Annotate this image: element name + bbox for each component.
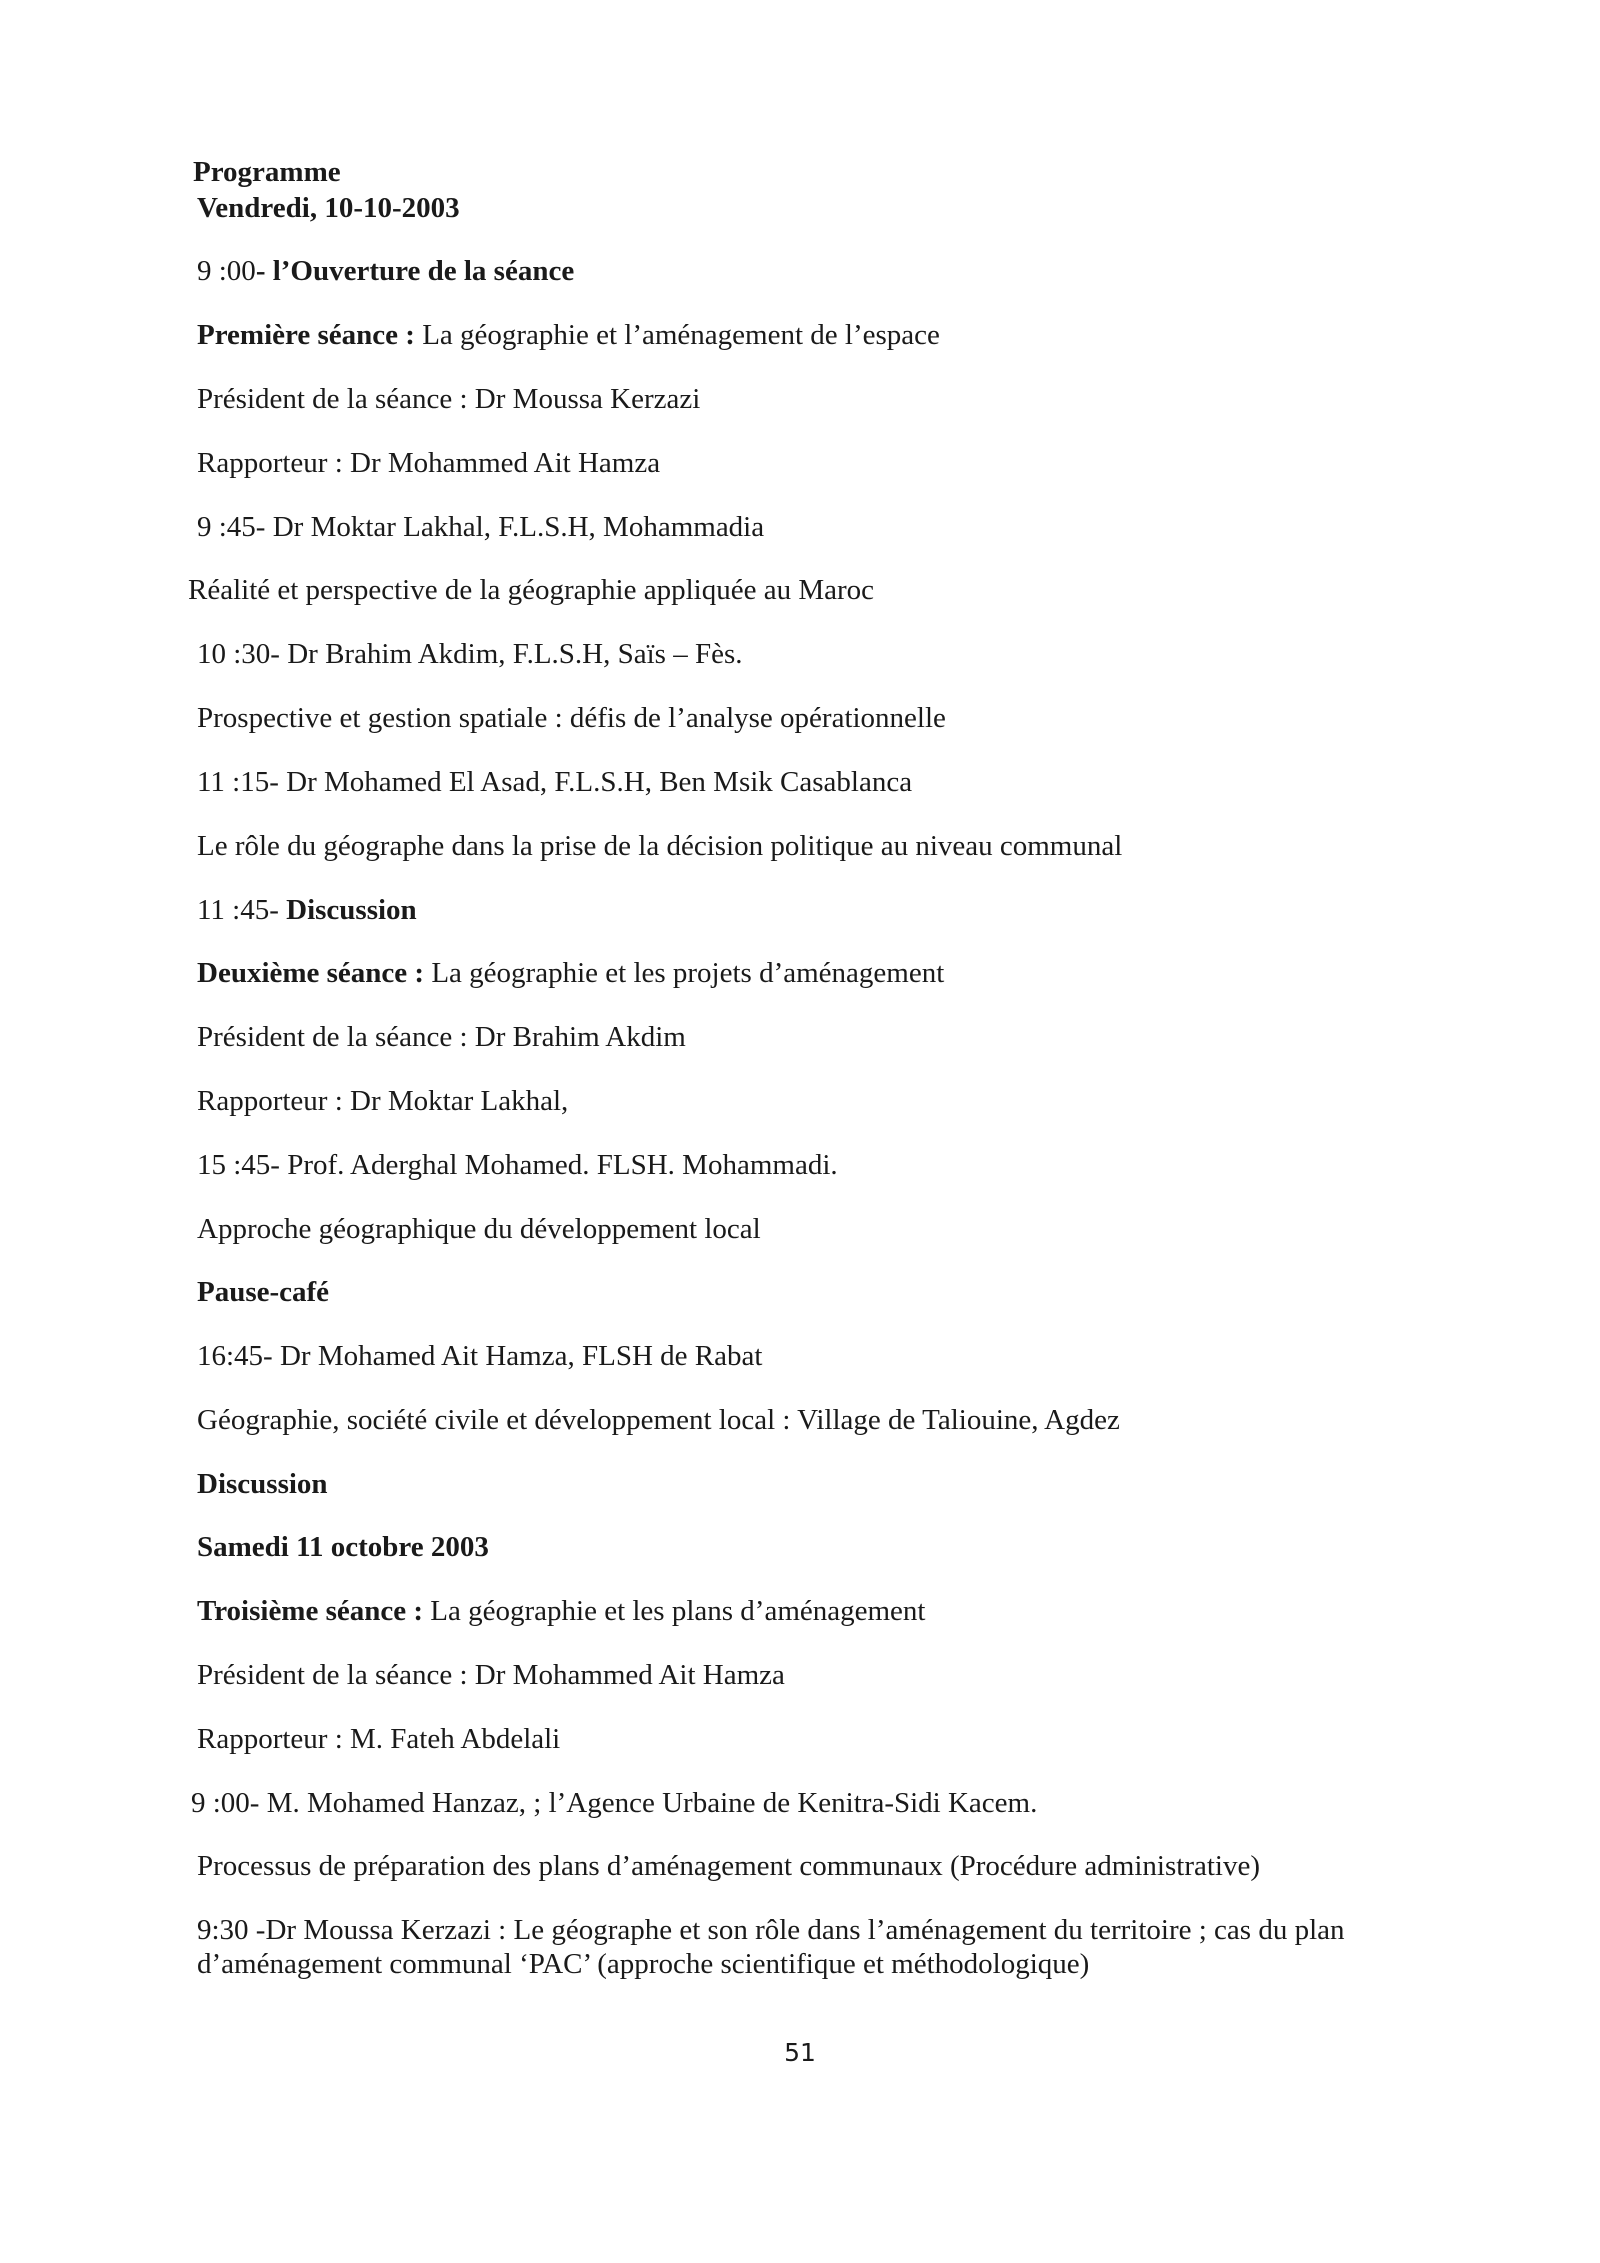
saturday-date: Samedi 11 octobre 2003 [197, 1531, 489, 1563]
talk-1-title: Réalité et perspective de la géographie appliquée au Maroc [188, 574, 875, 606]
session-1-rapporteur: Rapporteur : Dr Mohammed Ait Hamza [197, 447, 661, 479]
session-1-president: Président de la séance : Dr Moussa Kerzazi [197, 383, 701, 415]
talk-5-title: Géographie, société civile et développement local : Village de Taliouine, Agdez [197, 1404, 1120, 1436]
session-3-topic: La géographie et les plans d’aménagement [423, 1595, 926, 1627]
page-number: 51 [784, 2038, 816, 2067]
talk-6-speaker: 9 :00- M. Mohamed Hanzaz, ; l’Agence Urbaine de Kenitra-Sidi Kacem. [191, 1787, 1038, 1819]
friday-date: Vendredi, 10-10-2003 [197, 192, 460, 224]
talk-4-title: Approche géographique du développement local [197, 1213, 761, 1245]
session-3-heading [197, 1594, 926, 1628]
talk-3-title: Le rôle du géographe dans la prise de la décision politique au niveau communal [197, 830, 1123, 862]
talk-6-title: Processus de préparation des plans d’aménagement communaux (Procédure administrative) [197, 1850, 1260, 1882]
opening-line [197, 254, 574, 288]
session-3-president: Président de la séance : Dr Mohammed Ait Hamza [197, 1659, 785, 1691]
session-2-heading [197, 956, 944, 990]
session-2-rapporteur: Rapporteur : Dr Moktar Lakhal, [197, 1085, 569, 1117]
session-3-rapporteur: Rapporteur : M. Fateh Abdelali [197, 1723, 561, 1755]
discussion-time: 11 :45- [197, 894, 287, 926]
talk-5-speaker: 16:45- Dr Mohamed Ait Hamza, FLSH de Rabat [197, 1340, 763, 1372]
session-1-label: Première séance : [197, 319, 415, 351]
talk-3-speaker: 11 :15- Dr Mohamed El Asad, F.L.S.H, Ben Msik Casablanca [197, 766, 913, 798]
opening-label: - l’Ouverture de la séance [255, 255, 575, 287]
session-1-topic: La géographie et l’aménagement de l’espace [414, 319, 940, 351]
session-1-discussion [197, 893, 417, 927]
coffee-break: Pause-café [197, 1276, 330, 1308]
talk-2-title: Prospective et gestion spatiale : défis de l’analyse opérationnelle [197, 702, 946, 734]
session-2-topic: La géographie et les projets d’aménagement [424, 957, 945, 989]
session-3-label: Troisième séance : [197, 1595, 424, 1627]
talk-4-speaker: 15 :45- Prof. Aderghal Mohamed. FLSH. Mohammadi. [197, 1149, 838, 1181]
session-1-heading [197, 318, 940, 352]
discussion-label: Discussion [286, 894, 417, 926]
session-2-president: Président de la séance : Dr Brahim Akdim [197, 1021, 686, 1053]
talk-7: 9:30 -Dr Moussa Kerzazi : Le géographe et son rôle dans l’aménagement du territoire ; cas du plan d’aménagement communal ‘PAC’ (approche scientifique et méthodologique) [197, 1914, 1345, 1980]
talk-2-speaker: 10 :30- Dr Brahim Akdim, F.L.S.H, Saïs – Fès. [197, 638, 743, 670]
programme-title: Programme [193, 156, 341, 188]
talk-1-speaker: 9 :45- Dr Moktar Lakhal, F.L.S.H, Mohammadia [197, 511, 765, 543]
session-2-label: Deuxième séance : [197, 957, 425, 989]
opening-time: 9 :00 [197, 255, 256, 287]
session-2-discussion: Discussion [197, 1468, 328, 1500]
